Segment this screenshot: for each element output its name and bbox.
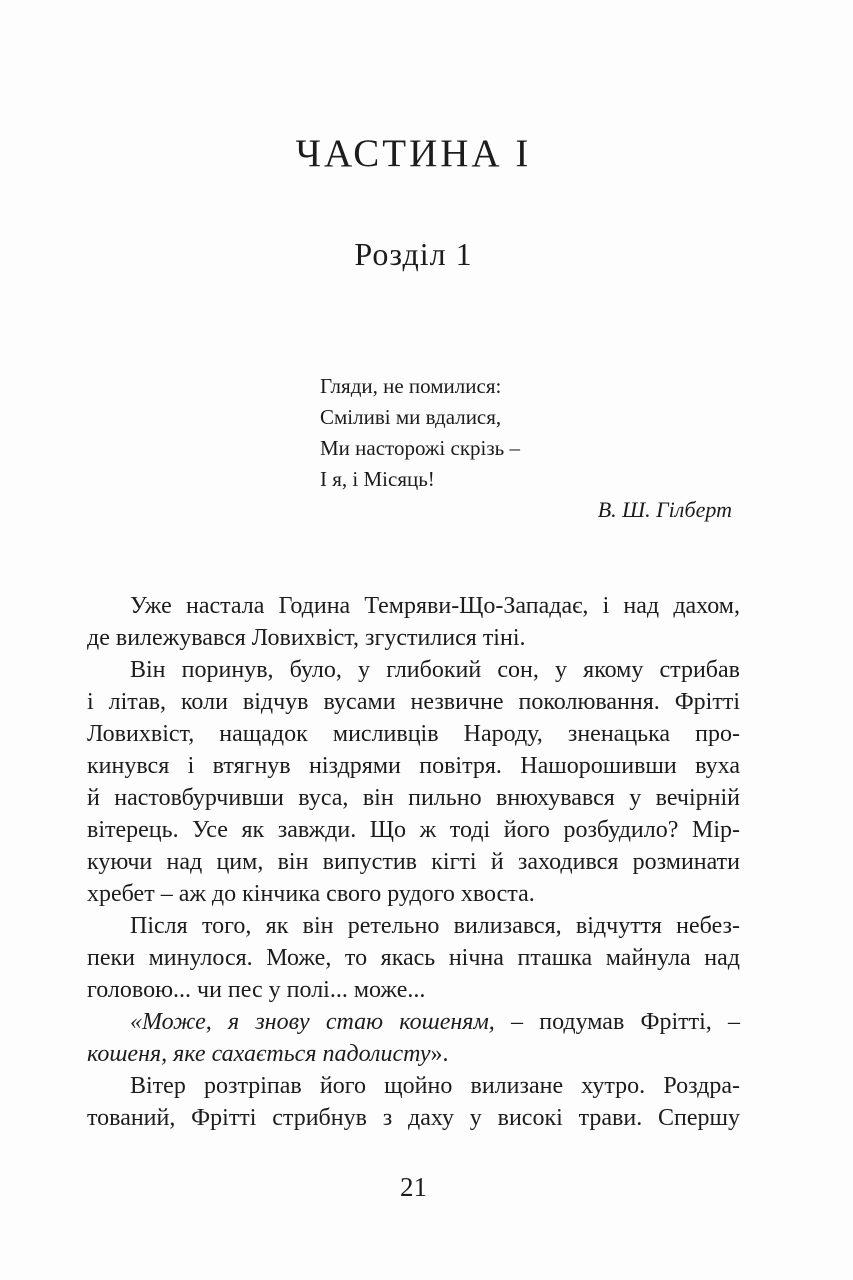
paragraph (87, 654, 740, 910)
page-number: 21 (400, 1172, 427, 1202)
text-segment: куючи над цим, він випустив кігті й заходився розминати (87, 849, 740, 875)
page-content (87, 0, 740, 1280)
text-line (87, 910, 740, 942)
text-line (87, 622, 740, 654)
text-segment: Після того, як він ретельно вилизався, відчуття небез- (130, 913, 740, 939)
text-segment: вітерець. Усе як завжди. Що ж тоді його розбудило? Мір- (87, 817, 740, 843)
text-line (87, 814, 740, 846)
text-segment: ». (430, 1041, 449, 1067)
chapter-title: Розділ 1 (354, 236, 473, 272)
text-line (87, 686, 740, 718)
text-line (87, 1006, 740, 1038)
text-segment: Уже настала Година Темряви-Що-Западає, і над дахом, (130, 593, 740, 619)
text-segment: Він поринув, було, у глибокий сон, у якому стрибав (130, 657, 740, 683)
epigraph-line: Гляди, не помилися: (320, 374, 502, 398)
text-line (87, 1070, 740, 1102)
body-text (87, 590, 740, 1134)
text-line (87, 654, 740, 686)
text-segment: – подумав Фрітті, – (494, 1009, 741, 1035)
text-segment: пеки минулося. Може, то якась нічна пташка майнула над (87, 945, 740, 971)
text-segment: де вилежувався Ловихвіст, згустилися тіні. (87, 625, 526, 651)
text-segment: головою... чи пес у полі... може... (87, 977, 426, 1003)
text-segment: Ловихвіст, нащадок мисливців Народу, зненацька про- (87, 721, 740, 747)
text-line (87, 942, 740, 974)
italic-text-segment: кошеня, яке сахається падолисту (87, 1041, 431, 1067)
paragraph (87, 1006, 740, 1070)
paragraph (87, 590, 740, 654)
paragraph (87, 1070, 740, 1134)
text-segment: Вітер розтріпав його щойно вилизане хутро. Роздра- (130, 1073, 740, 1099)
text-line (87, 750, 740, 782)
text-line (87, 974, 740, 1006)
text-segment: тований, Фрітті стрибнув з даху у високі трави. Спершу (87, 1105, 740, 1131)
text-line (87, 1038, 740, 1070)
text-segment: й настовбурчивши вуса, він пильно внюхувався у вечірній (87, 785, 740, 811)
epigraph-attribution: В. Ш. Гілберт (597, 497, 732, 522)
epigraph (320, 371, 520, 495)
text-line (87, 878, 740, 910)
text-segment: хребет – аж до кінчика свого рудого хвоста. (87, 881, 535, 907)
epigraph-line: Ми насторожі скрізь – (320, 436, 520, 460)
text-segment: і літав, коли відчув вусами незвичне поколювання. Фрітті (87, 689, 740, 715)
italic-text-segment: «Може, я знову стаю кошеням, (130, 1009, 495, 1035)
text-line (87, 846, 740, 878)
text-line (87, 590, 740, 622)
part-title: ЧАСТИНА I (295, 132, 532, 175)
text-line (87, 718, 740, 750)
text-segment: кинувся і втягнув ніздрями повітря. Нашорошивши вуха (87, 753, 740, 779)
text-line (87, 1102, 740, 1134)
text-line (87, 782, 740, 814)
epigraph-line: Сміливі ми вдалися, (320, 405, 502, 429)
epigraph-line: І я, і Місяць! (320, 467, 435, 491)
paragraph (87, 910, 740, 1006)
